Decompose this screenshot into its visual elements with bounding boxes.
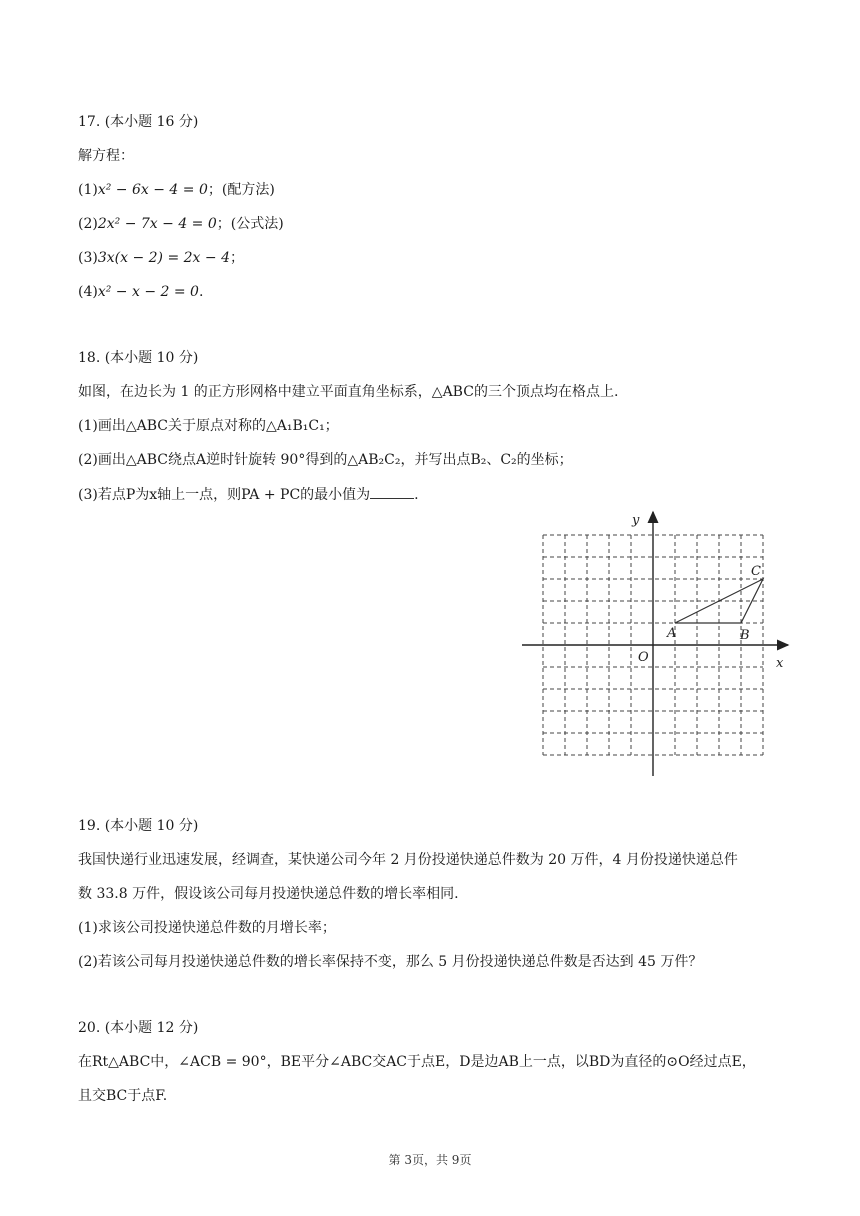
point-a-label: A [667, 626, 677, 641]
q17-part1-equation: x² − 6x − 4 = 0 [97, 182, 208, 198]
q19-part2: (2)若该公司每月投递快递总件数的增长率保持不变，那么 5 月份投递快递总件数是否达到 45 万件？ [78, 954, 703, 970]
q18-part3: (3)若点P为x轴上一点，则PA + PC的最小值为 . [78, 484, 419, 505]
q18-stem: 如图，在边长为 1 的正方形网格中建立平面直角坐标系，△ABC的三个顶点均在格点上. [78, 384, 619, 400]
q17-part4-equation: x² − x − 2 = 0 [97, 284, 199, 300]
q20-stem-line1: 在Rt△ABC中，∠ACB = 90°，BE平分∠ABC交AC于点E，D是边AB上一点，以BD为直径的⊙O经过点E， [78, 1054, 756, 1070]
page-footer: 第 3页，共 9页 [388, 1153, 472, 1167]
q19-stem-line2: 数 33.8 万件，假设该公司每月投递快递总件数的增长率相同. [78, 886, 459, 902]
q18-part1: (1)画出△ABC关于原点对称的△A₁B₁C₁； [78, 418, 339, 434]
q20-stem-line2: 且交BC于点F. [78, 1088, 168, 1104]
q19-stem-line1: 我国快递行业迅速发展，经调查，某快递公司今年 2 月份投递快递总件数为 20 万件，4 月份投递快递总件 [78, 852, 738, 868]
q17-part1: (1)x² − 6x − 4 = 0；(配方法) [78, 182, 275, 198]
q17-part3: (3)3x(x − 2) = 2x − 4； [78, 250, 244, 266]
q18-part2: (2)画出△ABC绕点A逆时针旋转 90°得到的△AB₂C₂，并写出点B₂、C₂的坐标； [78, 452, 573, 468]
q17-part3-equation: 3x(x − 2) = 2x − 4 [97, 250, 230, 266]
q17-header: 17. (本小题 16 分) [78, 114, 199, 130]
q17-instruction: 解方程： [78, 148, 134, 164]
origin-label: O [638, 650, 649, 665]
q17-part4: (4)x² − x − 2 = 0. [78, 284, 204, 300]
q17-part2-equation: 2x² − 7x − 4 = 0 [97, 216, 217, 232]
x-axis-label: x [776, 656, 784, 671]
q19-part1: (1)求该公司投递快递总件数的月增长率； [78, 920, 336, 936]
point-b-label: B [740, 628, 750, 643]
q20-header: 20. (本小题 12 分) [78, 1020, 199, 1036]
y-axis-label: y [632, 513, 640, 528]
q19-header: 19. (本小题 10 分) [78, 818, 199, 834]
q17-part2: (2)2x² − 7x − 4 = 0；(公式法) [78, 216, 284, 232]
q18-header: 18. (本小题 10 分) [78, 350, 199, 366]
point-c-label: C [751, 564, 761, 579]
